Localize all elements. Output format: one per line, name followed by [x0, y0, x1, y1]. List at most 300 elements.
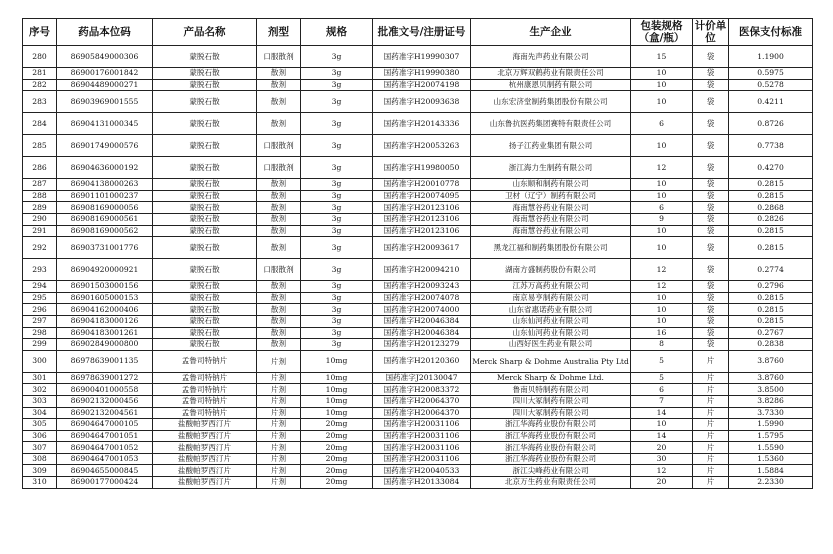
drug-code-cell: 86978639001135 [57, 350, 153, 372]
specification-cell: 10mg [301, 372, 373, 384]
specification-cell: 10mg [301, 350, 373, 372]
row-number-cell: 289 [23, 202, 57, 214]
dosage-form-cell: 散剂 [257, 79, 301, 91]
table-row [23, 91, 813, 113]
specification-cell: 10mg [301, 384, 373, 396]
row-number-cell: 302 [23, 384, 57, 396]
table-row [23, 442, 813, 454]
payment-standard-cell: 1.1900 [729, 46, 813, 68]
approval-number-cell: 国药准字H20074078 [373, 292, 471, 304]
row-number-cell: 293 [23, 259, 57, 281]
header-cell: 计价单位 [693, 19, 729, 46]
approval-number-cell: 国药准字H20031106 [373, 453, 471, 465]
specification-cell: 3g [301, 339, 373, 351]
pricing-unit-cell: 片 [693, 453, 729, 465]
approval-number-cell: 国药准字H20031106 [373, 430, 471, 442]
drug-price-table [22, 18, 813, 489]
approval-number-cell: 国药准字H20143336 [373, 113, 471, 135]
payment-standard-cell: 0.2815 [729, 304, 813, 316]
payment-standard-cell: 2.2330 [729, 477, 813, 489]
manufacturer-cell: 四川大冢制药有限公司 [471, 407, 631, 419]
product-name-cell: 蒙脱石散 [153, 113, 257, 135]
package-size-cell: 15 [631, 46, 693, 68]
table-row [23, 46, 813, 68]
product-name-cell: 蒙脱石散 [153, 327, 257, 339]
pricing-unit-cell: 袋 [693, 281, 729, 293]
dosage-form-cell: 散剂 [257, 315, 301, 327]
row-number-cell: 286 [23, 157, 57, 179]
approval-number-cell: 国药准字H20053263 [373, 135, 471, 157]
specification-cell: 3g [301, 213, 373, 225]
approval-number-cell: 国药准字H20046384 [373, 327, 471, 339]
approval-number-cell: 国药准字H20074198 [373, 79, 471, 91]
row-number-cell: 304 [23, 407, 57, 419]
manufacturer-cell: 山东仙河药业有限公司 [471, 327, 631, 339]
product-name-cell: 蒙脱石散 [153, 79, 257, 91]
table-row [23, 190, 813, 202]
product-name-cell: 盐酸帕罗西汀片 [153, 419, 257, 431]
approval-number-cell: 国药准字H19990307 [373, 46, 471, 68]
pricing-unit-cell: 袋 [693, 304, 729, 316]
table-row [23, 113, 813, 135]
drug-code-cell: 86904138000263 [57, 179, 153, 191]
payment-standard-cell: 0.2815 [729, 179, 813, 191]
row-number-cell: 285 [23, 135, 57, 157]
payment-standard-cell: 0.2815 [729, 190, 813, 202]
package-size-cell: 6 [631, 202, 693, 214]
drug-code-cell: 86908169000561 [57, 213, 153, 225]
payment-standard-cell: 3.8760 [729, 350, 813, 372]
payment-standard-cell: 0.8726 [729, 113, 813, 135]
specification-cell: 3g [301, 281, 373, 293]
table-row [23, 315, 813, 327]
payment-standard-cell: 0.2838 [729, 339, 813, 351]
dosage-form-cell: 散剂 [257, 292, 301, 304]
pricing-unit-cell: 片 [693, 350, 729, 372]
row-number-cell: 307 [23, 442, 57, 454]
package-size-cell: 10 [631, 304, 693, 316]
product-name-cell: 盐酸帕罗西汀片 [153, 453, 257, 465]
package-size-cell: 20 [631, 477, 693, 489]
pricing-unit-cell: 袋 [693, 68, 729, 80]
product-name-cell: 盐酸帕罗西汀片 [153, 442, 257, 454]
approval-number-cell: 国药准字H20093617 [373, 237, 471, 259]
package-size-cell: 10 [631, 292, 693, 304]
product-name-cell: 蒙脱石散 [153, 339, 257, 351]
package-size-cell: 10 [631, 190, 693, 202]
dosage-form-cell: 散剂 [257, 237, 301, 259]
specification-cell: 3g [301, 327, 373, 339]
row-number-cell: 295 [23, 292, 57, 304]
row-number-cell: 281 [23, 68, 57, 80]
specification-cell: 20mg [301, 453, 373, 465]
dosage-form-cell: 片剂 [257, 407, 301, 419]
dosage-form-cell: 片剂 [257, 372, 301, 384]
product-name-cell: 蒙脱石散 [153, 281, 257, 293]
dosage-form-cell: 口服散剂 [257, 135, 301, 157]
drug-code-cell: 86904647001052 [57, 442, 153, 454]
package-size-cell: 10 [631, 179, 693, 191]
approval-number-cell: 国药准字H20120360 [373, 350, 471, 372]
pricing-unit-cell: 袋 [693, 327, 729, 339]
specification-cell: 3g [301, 68, 373, 80]
product-name-cell: 蒙脱石散 [153, 190, 257, 202]
table-body [23, 46, 813, 489]
manufacturer-cell: 湖南方盛制药股份有限公司 [471, 259, 631, 281]
product-name-cell: 蒙脱石散 [153, 292, 257, 304]
row-number-cell: 298 [23, 327, 57, 339]
drug-code-cell: 86904183000126 [57, 315, 153, 327]
specification-cell: 3g [301, 259, 373, 281]
row-number-cell: 292 [23, 237, 57, 259]
specification-cell: 10mg [301, 395, 373, 407]
dosage-form-cell: 散剂 [257, 281, 301, 293]
payment-standard-cell: 1.5795 [729, 430, 813, 442]
table-row [23, 372, 813, 384]
approval-number-cell: 国药准字J20130047 [373, 372, 471, 384]
dosage-form-cell: 片剂 [257, 453, 301, 465]
package-size-cell: 10 [631, 91, 693, 113]
dosage-form-cell: 散剂 [257, 225, 301, 237]
package-size-cell: 10 [631, 135, 693, 157]
row-number-cell: 309 [23, 465, 57, 477]
specification-cell: 3g [301, 237, 373, 259]
drug-code-cell: 86901503000156 [57, 281, 153, 293]
approval-number-cell: 国药准字H19980050 [373, 157, 471, 179]
pricing-unit-cell: 袋 [693, 91, 729, 113]
manufacturer-cell: 浙江华海药业股份有限公司 [471, 419, 631, 431]
table-row [23, 395, 813, 407]
package-size-cell: 9 [631, 213, 693, 225]
table-row [23, 453, 813, 465]
product-name-cell: 蒙脱石散 [153, 237, 257, 259]
pricing-unit-cell: 袋 [693, 190, 729, 202]
package-size-cell: 10 [631, 315, 693, 327]
approval-number-cell: 国药准字H20074095 [373, 190, 471, 202]
product-name-cell: 蒙脱石散 [153, 157, 257, 179]
dosage-form-cell: 口服散剂 [257, 157, 301, 179]
product-name-cell: 孟鲁司特钠片 [153, 407, 257, 419]
pricing-unit-cell: 袋 [693, 225, 729, 237]
package-size-cell: 10 [631, 225, 693, 237]
product-name-cell: 蒙脱石散 [153, 46, 257, 68]
drug-code-cell: 86908169000562 [57, 225, 153, 237]
specification-cell: 3g [301, 113, 373, 135]
payment-standard-cell: 0.2815 [729, 237, 813, 259]
specification-cell: 3g [301, 91, 373, 113]
dosage-form-cell: 散剂 [257, 91, 301, 113]
payment-standard-cell: 0.2815 [729, 292, 813, 304]
header-cell: 批准文号/注册证号 [373, 19, 471, 46]
pricing-unit-cell: 袋 [693, 213, 729, 225]
table-row [23, 430, 813, 442]
drug-code-cell: 86904647000105 [57, 419, 153, 431]
table-row [23, 465, 813, 477]
payment-standard-cell: 3.7330 [729, 407, 813, 419]
drug-code-cell: 86902132000456 [57, 395, 153, 407]
payment-standard-cell: 0.7738 [729, 135, 813, 157]
pricing-unit-cell: 片 [693, 395, 729, 407]
package-size-cell: 12 [631, 259, 693, 281]
dosage-form-cell: 散剂 [257, 68, 301, 80]
drug-code-cell: 86904131000345 [57, 113, 153, 135]
specification-cell: 20mg [301, 477, 373, 489]
specification-cell: 20mg [301, 419, 373, 431]
dosage-form-cell: 散剂 [257, 327, 301, 339]
payment-standard-cell: 3.8760 [729, 372, 813, 384]
payment-standard-cell: 1.5990 [729, 419, 813, 431]
payment-standard-cell: 0.2826 [729, 213, 813, 225]
manufacturer-cell: 江苏万高药业有限公司 [471, 281, 631, 293]
payment-standard-cell: 1.5360 [729, 453, 813, 465]
table-row [23, 135, 813, 157]
drug-code-cell: 86903731001776 [57, 237, 153, 259]
approval-number-cell: 国药准字H20123106 [373, 225, 471, 237]
manufacturer-cell: 卫材（辽宁）制药有限公司 [471, 190, 631, 202]
pricing-unit-cell: 片 [693, 419, 729, 431]
row-number-cell: 300 [23, 350, 57, 372]
drug-code-cell: 86901605000153 [57, 292, 153, 304]
approval-number-cell: 国药准字H20031106 [373, 419, 471, 431]
pricing-unit-cell: 袋 [693, 315, 729, 327]
product-name-cell: 蒙脱石散 [153, 68, 257, 80]
payment-standard-cell: 0.2868 [729, 202, 813, 214]
product-name-cell: 蒙脱石散 [153, 202, 257, 214]
manufacturer-cell: 南京易亨制药有限公司 [471, 292, 631, 304]
package-size-cell: 12 [631, 465, 693, 477]
table-row [23, 477, 813, 489]
dosage-form-cell: 散剂 [257, 213, 301, 225]
drug-code-cell: 86901101000237 [57, 190, 153, 202]
approval-number-cell: 国药准字H20010778 [373, 179, 471, 191]
approval-number-cell: 国药准字H20064370 [373, 395, 471, 407]
pricing-unit-cell: 袋 [693, 135, 729, 157]
row-number-cell: 299 [23, 339, 57, 351]
manufacturer-cell: 海南慧谷药业有限公司 [471, 202, 631, 214]
drug-code-cell: 86904183001261 [57, 327, 153, 339]
package-size-cell: 14 [631, 407, 693, 419]
manufacturer-cell: 山东宏济堂制药集团股份有限公司 [471, 91, 631, 113]
specification-cell: 10mg [301, 407, 373, 419]
payment-standard-cell: 1.5884 [729, 465, 813, 477]
row-number-cell: 283 [23, 91, 57, 113]
approval-number-cell: 国药准字H20123106 [373, 202, 471, 214]
row-number-cell: 296 [23, 304, 57, 316]
product-name-cell: 盐酸帕罗西汀片 [153, 465, 257, 477]
manufacturer-cell: 浙江华海药业股份有限公司 [471, 453, 631, 465]
dosage-form-cell: 片剂 [257, 419, 301, 431]
manufacturer-cell: 浙江华海药业股份有限公司 [471, 430, 631, 442]
drug-code-cell: 86900401000558 [57, 384, 153, 396]
table-row [23, 350, 813, 372]
package-size-cell: 5 [631, 350, 693, 372]
payment-standard-cell: 0.2774 [729, 259, 813, 281]
dosage-form-cell: 片剂 [257, 395, 301, 407]
product-name-cell: 孟鲁司特钠片 [153, 384, 257, 396]
row-number-cell: 284 [23, 113, 57, 135]
product-name-cell: 蒙脱石散 [153, 304, 257, 316]
payment-standard-cell: 0.5278 [729, 79, 813, 91]
payment-standard-cell: 1.5590 [729, 442, 813, 454]
pricing-unit-cell: 片 [693, 384, 729, 396]
dosage-form-cell: 散剂 [257, 190, 301, 202]
header-cell: 包装规格（盒/瓶） [631, 19, 693, 46]
dosage-form-cell: 片剂 [257, 465, 301, 477]
manufacturer-cell: 山东仙河药业有限公司 [471, 315, 631, 327]
product-name-cell: 孟鲁司特钠片 [153, 395, 257, 407]
payment-standard-cell: 0.2767 [729, 327, 813, 339]
table-row [23, 213, 813, 225]
row-number-cell: 282 [23, 79, 57, 91]
specification-cell: 3g [301, 225, 373, 237]
drug-code-cell: 86904647001053 [57, 453, 153, 465]
package-size-cell: 20 [631, 442, 693, 454]
drug-code-cell: 86902132004561 [57, 407, 153, 419]
header-cell: 医保支付标准 [729, 19, 813, 46]
pricing-unit-cell: 袋 [693, 79, 729, 91]
drug-code-cell: 86905849000306 [57, 46, 153, 68]
approval-number-cell: 国药准字H20133084 [373, 477, 471, 489]
dosage-form-cell: 散剂 [257, 339, 301, 351]
row-number-cell: 310 [23, 477, 57, 489]
product-name-cell: 盐酸帕罗西汀片 [153, 477, 257, 489]
package-size-cell: 10 [631, 237, 693, 259]
pricing-unit-cell: 袋 [693, 179, 729, 191]
price-table-sheet [22, 18, 812, 489]
manufacturer-cell: 海南先声药业有限公司 [471, 46, 631, 68]
pricing-unit-cell: 袋 [693, 339, 729, 351]
dosage-form-cell: 口服散剂 [257, 259, 301, 281]
specification-cell: 3g [301, 179, 373, 191]
payment-standard-cell: 0.2815 [729, 315, 813, 327]
specification-cell: 3g [301, 135, 373, 157]
row-number-cell: 280 [23, 46, 57, 68]
row-number-cell: 306 [23, 430, 57, 442]
package-size-cell: 12 [631, 157, 693, 179]
manufacturer-cell: 浙江尖峰药业有限公司 [471, 465, 631, 477]
product-name-cell: 孟鲁司特钠片 [153, 372, 257, 384]
specification-cell: 3g [301, 304, 373, 316]
table-row [23, 259, 813, 281]
row-number-cell: 288 [23, 190, 57, 202]
dosage-form-cell: 片剂 [257, 430, 301, 442]
package-size-cell: 10 [631, 68, 693, 80]
drug-code-cell: 86978639001272 [57, 372, 153, 384]
approval-number-cell: 国药准字H20046384 [373, 315, 471, 327]
header-cell: 剂型 [257, 19, 301, 46]
approval-number-cell: 国药准字H20123279 [373, 339, 471, 351]
table-row [23, 292, 813, 304]
product-name-cell: 蒙脱石散 [153, 259, 257, 281]
pricing-unit-cell: 片 [693, 372, 729, 384]
payment-standard-cell: 0.2796 [729, 281, 813, 293]
product-name-cell: 盐酸帕罗西汀片 [153, 430, 257, 442]
payment-standard-cell: 0.4211 [729, 91, 813, 113]
specification-cell: 20mg [301, 430, 373, 442]
product-name-cell: 蒙脱石散 [153, 225, 257, 237]
manufacturer-cell: 浙江华海药业股份有限公司 [471, 442, 631, 454]
row-number-cell: 305 [23, 419, 57, 431]
approval-number-cell: 国药准字H20083372 [373, 384, 471, 396]
pricing-unit-cell: 片 [693, 430, 729, 442]
payment-standard-cell: 0.2815 [729, 225, 813, 237]
pricing-unit-cell: 袋 [693, 113, 729, 135]
drug-code-cell: 86900176001842 [57, 68, 153, 80]
specification-cell: 3g [301, 190, 373, 202]
table-row [23, 281, 813, 293]
header-cell: 药品本位码 [57, 19, 153, 46]
specification-cell: 3g [301, 157, 373, 179]
header-cell: 序号 [23, 19, 57, 46]
table-row [23, 68, 813, 80]
dosage-form-cell: 散剂 [257, 113, 301, 135]
row-number-cell: 287 [23, 179, 57, 191]
table-row [23, 157, 813, 179]
header-cell: 规格 [301, 19, 373, 46]
dosage-form-cell: 散剂 [257, 304, 301, 316]
manufacturer-cell: 海南慧谷药业有限公司 [471, 213, 631, 225]
package-size-cell: 10 [631, 419, 693, 431]
dosage-form-cell: 片剂 [257, 350, 301, 372]
row-number-cell: 291 [23, 225, 57, 237]
drug-code-cell: 86902849000800 [57, 339, 153, 351]
dosage-form-cell: 片剂 [257, 384, 301, 396]
drug-code-cell: 86904920000921 [57, 259, 153, 281]
table-row [23, 384, 813, 396]
package-size-cell: 5 [631, 372, 693, 384]
manufacturer-cell: 浙江海力生制药有限公司 [471, 157, 631, 179]
dosage-form-cell: 口服散剂 [257, 46, 301, 68]
approval-number-cell: 国药准字H20093243 [373, 281, 471, 293]
pricing-unit-cell: 袋 [693, 292, 729, 304]
pricing-unit-cell: 袋 [693, 237, 729, 259]
row-number-cell: 301 [23, 372, 57, 384]
specification-cell: 3g [301, 202, 373, 214]
table-row [23, 237, 813, 259]
manufacturer-cell: 山东省惠诺药业有限公司 [471, 304, 631, 316]
payment-standard-cell: 0.4270 [729, 157, 813, 179]
product-name-cell: 蒙脱石散 [153, 91, 257, 113]
dosage-form-cell: 片剂 [257, 442, 301, 454]
manufacturer-cell: 山西好医生药业有限公司 [471, 339, 631, 351]
drug-code-cell: 86900177000424 [57, 477, 153, 489]
approval-number-cell: 国药准字H20031106 [373, 442, 471, 454]
specification-cell: 20mg [301, 442, 373, 454]
manufacturer-cell: 山东顺和制药有限公司 [471, 179, 631, 191]
header-cell: 产品名称 [153, 19, 257, 46]
drug-code-cell: 86904647001051 [57, 430, 153, 442]
approval-number-cell: 国药准字H20064370 [373, 407, 471, 419]
payment-standard-cell: 3.8500 [729, 384, 813, 396]
specification-cell: 3g [301, 292, 373, 304]
specification-cell: 20mg [301, 465, 373, 477]
approval-number-cell: 国药准字H20093638 [373, 91, 471, 113]
package-size-cell: 8 [631, 339, 693, 351]
drug-code-cell: 86901749000576 [57, 135, 153, 157]
table-row [23, 202, 813, 214]
approval-number-cell: 国药准字H20123106 [373, 213, 471, 225]
table-row [23, 419, 813, 431]
drug-code-cell: 86904489000271 [57, 79, 153, 91]
package-size-cell: 6 [631, 113, 693, 135]
package-size-cell: 10 [631, 79, 693, 91]
pricing-unit-cell: 片 [693, 477, 729, 489]
payment-standard-cell: 3.8286 [729, 395, 813, 407]
table-row [23, 327, 813, 339]
header-row [23, 19, 813, 46]
specification-cell: 3g [301, 46, 373, 68]
package-size-cell: 7 [631, 395, 693, 407]
